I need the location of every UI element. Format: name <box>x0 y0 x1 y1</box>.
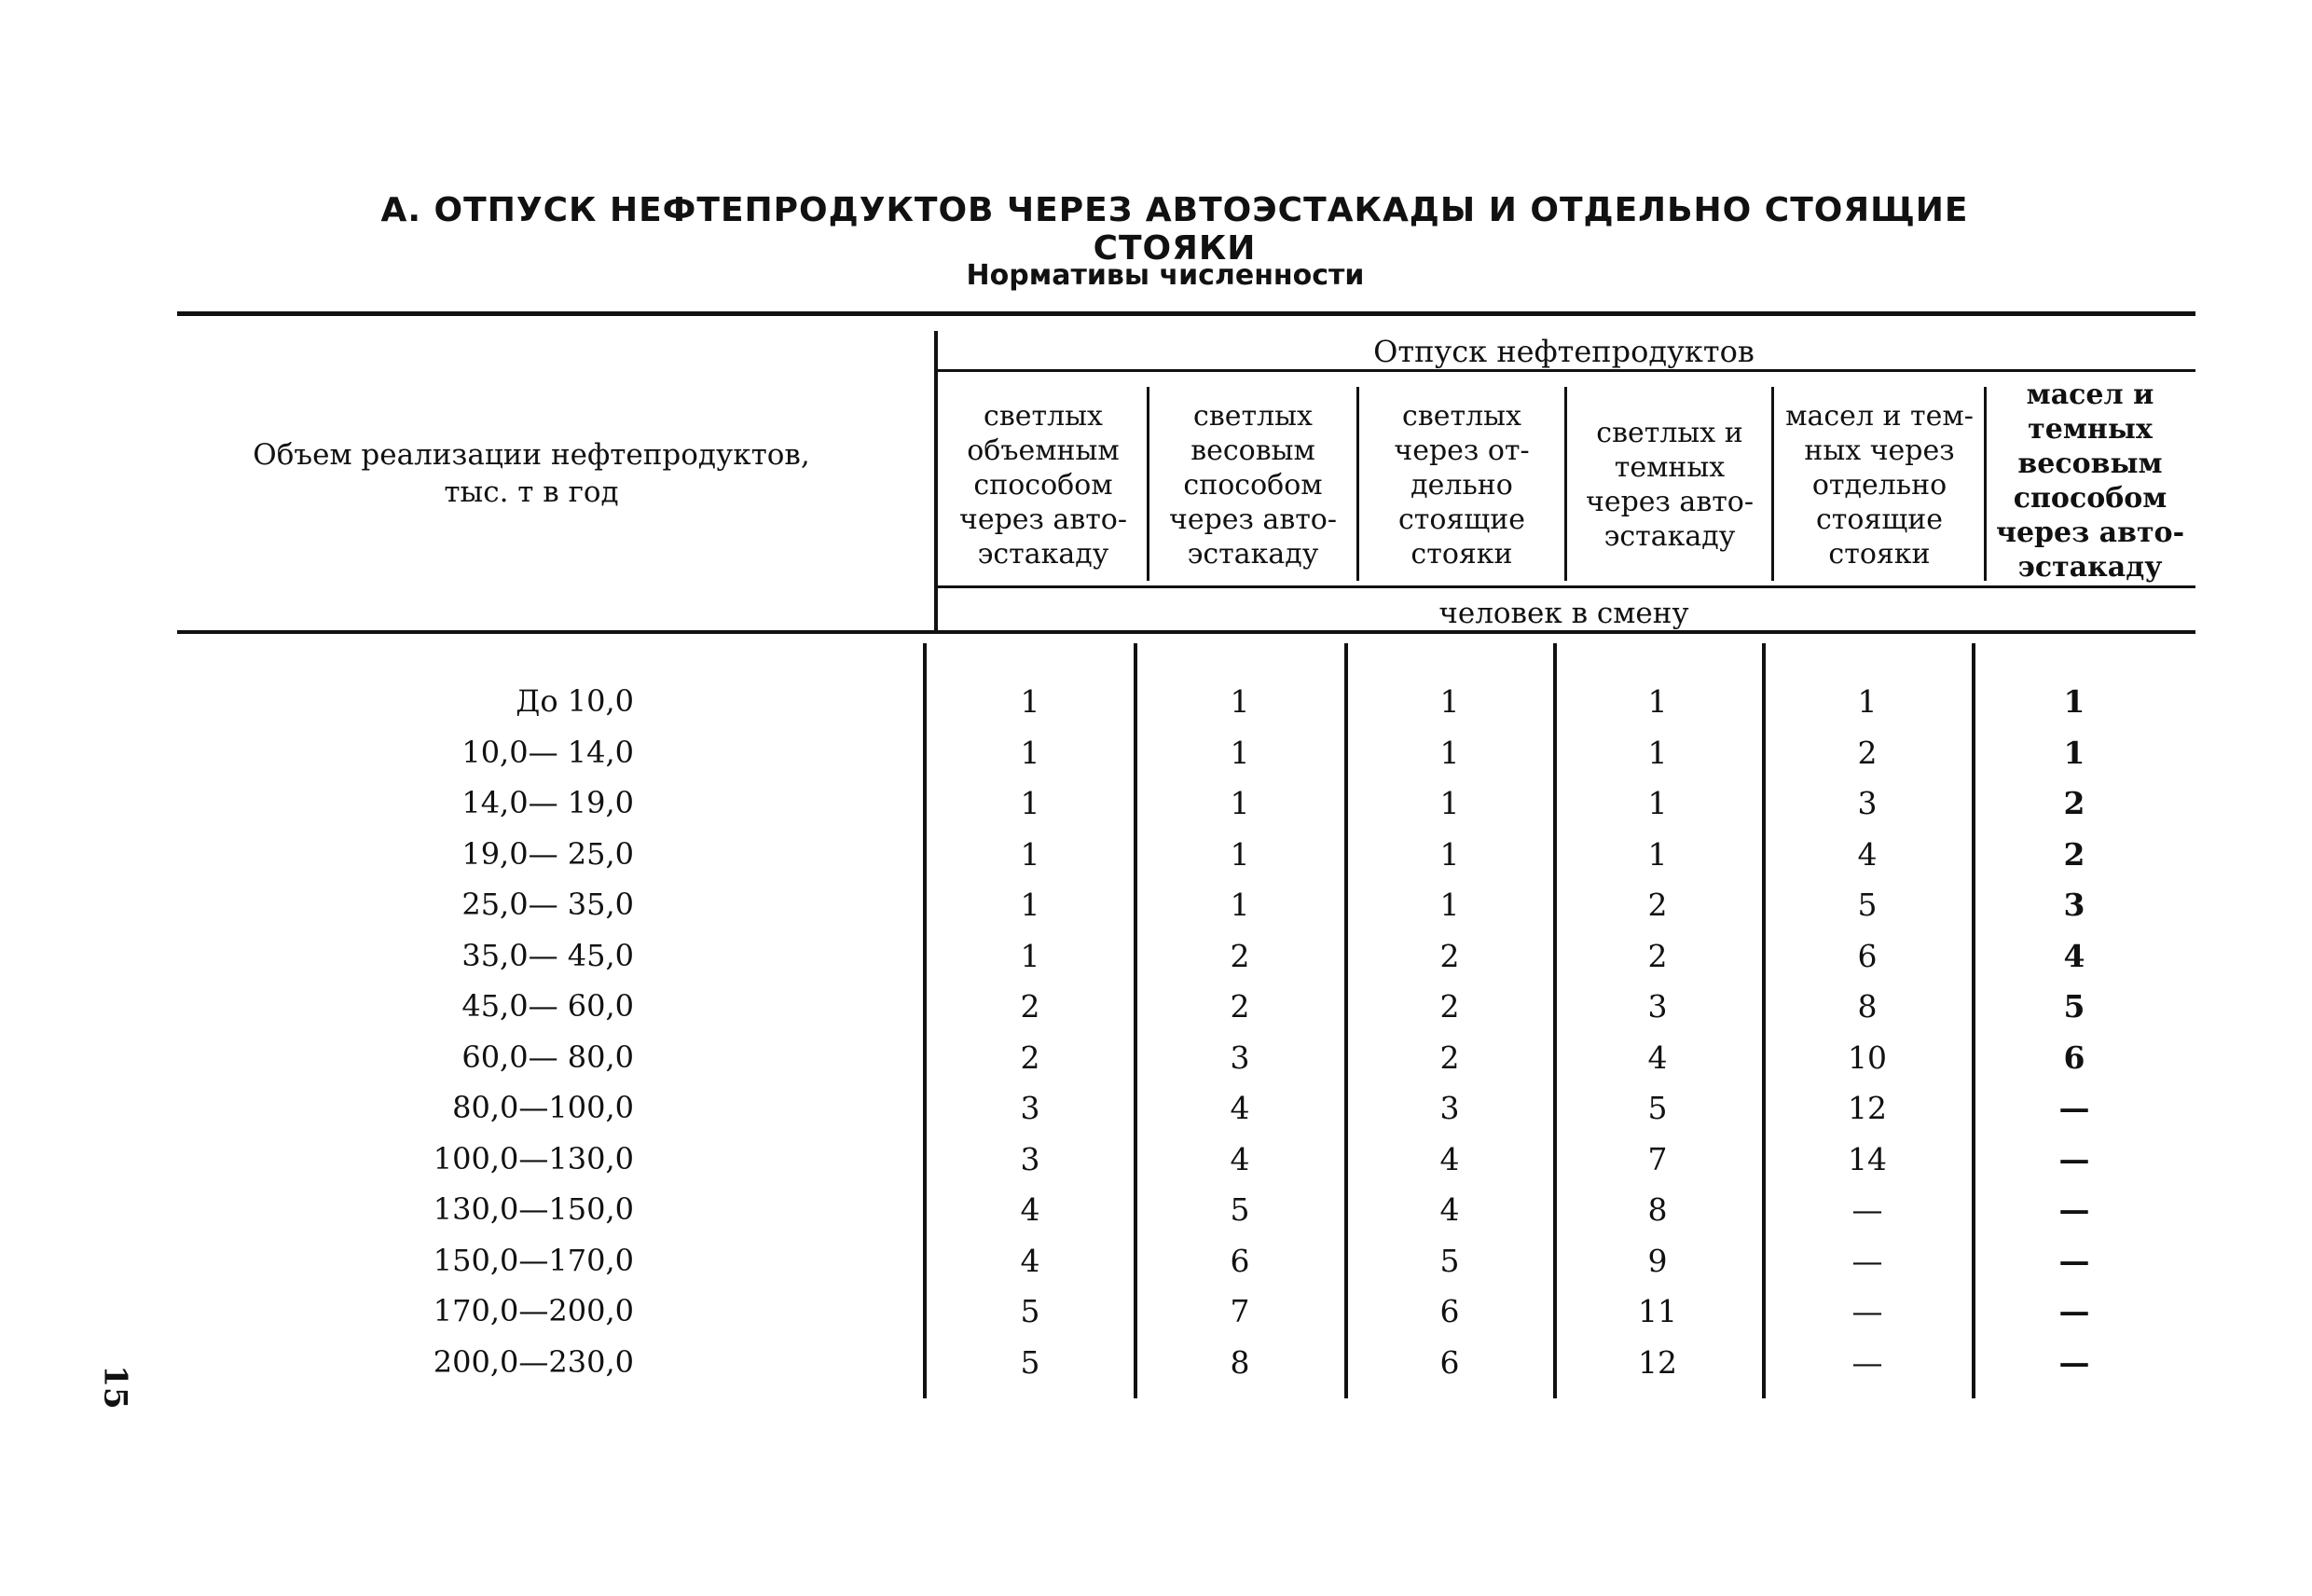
table-cell: 7 <box>1230 1293 1250 1329</box>
table-cell: 10 <box>1848 1039 1887 1076</box>
table-cell: 11 <box>1638 1293 1677 1329</box>
row-label: 170,0—200,0 <box>433 1293 634 1328</box>
table-cell: 2 <box>1647 887 1668 923</box>
table-cell: 1 <box>1230 785 1250 821</box>
table-cell: 5 <box>1020 1293 1040 1329</box>
table-cell: 3 <box>1857 785 1878 821</box>
table-cell: 1 <box>1020 734 1040 771</box>
column-header-5: масел и тем-ных через отдельно стоящие стояки <box>1785 399 1974 571</box>
row-label: 19,0— 25,0 <box>461 835 634 872</box>
table-cell: 6 <box>1439 1293 1460 1329</box>
col-divider <box>1984 387 1987 581</box>
table-title: А. ОТПУСК НЕФТЕПРОДУКТОВ ЧЕРЕЗ АВТОЭСТАКАДЫ И ОТДЕЛЬНО СТОЯЩИЕ СТОЯКИ <box>380 191 1969 268</box>
row-label: 60,0— 80,0 <box>461 1039 634 1075</box>
group-header: Отпуск нефтепродуктов <box>1373 334 1755 369</box>
body-divider <box>1762 643 1766 1398</box>
table-cell: 2 <box>1439 988 1460 1025</box>
row-label: 45,0— 60,0 <box>461 988 634 1024</box>
table-cell: 4 <box>1020 1242 1040 1279</box>
table-cell: — <box>2058 1191 2090 1228</box>
table-cell: 1 <box>1230 835 1250 873</box>
table-cell: 2 <box>1020 988 1040 1025</box>
row-label: 100,0—130,0 <box>433 1140 634 1176</box>
column-header-2: светлых весовым способом через авто-эстакаду <box>1168 399 1337 571</box>
row-label-header-line1: Объем реализации нефтепродуктов, <box>253 438 810 472</box>
table-cell: 2 <box>2063 785 2085 821</box>
table-cell: — <box>2058 1343 2090 1381</box>
table-cell: 4 <box>1439 1191 1460 1228</box>
table-cell: 1 <box>1857 683 1878 720</box>
table-cell: 1 <box>1020 887 1040 923</box>
row-label: 14,0— 19,0 <box>461 785 634 820</box>
table-cell: 1 <box>1439 683 1460 720</box>
table-cell: 9 <box>1647 1242 1668 1279</box>
table-cell: 1 <box>1230 683 1250 720</box>
table-cell: — <box>1851 1293 1883 1329</box>
table-cell: 1 <box>1647 734 1668 771</box>
table-cell: 3 <box>1230 1039 1250 1076</box>
row-label-header <box>186 436 876 511</box>
row-label-header-line2: тыс. т в год <box>444 475 619 509</box>
table-cell: 4 <box>1230 1090 1250 1126</box>
table-cell: 2 <box>1439 937 1460 974</box>
row-label: 35,0— 45,0 <box>461 937 634 973</box>
table-cell: 3 <box>1439 1090 1460 1126</box>
table-cell: 8 <box>1230 1343 1250 1381</box>
page-number: 15 <box>96 1365 134 1410</box>
body-divider <box>1134 643 1137 1398</box>
row-label: 200,0—230,0 <box>433 1343 634 1380</box>
row-label: 150,0—170,0 <box>433 1242 634 1278</box>
table-cell: 4 <box>1230 1140 1250 1177</box>
row-label: 130,0—150,0 <box>433 1191 634 1227</box>
column-header-3: светлых через от-дельно стоящие стояки <box>1394 399 1530 571</box>
table-cell: 1 <box>1647 835 1668 873</box>
table-cell: 14 <box>1848 1140 1887 1177</box>
table-cell: 8 <box>1857 988 1878 1025</box>
table-cell: 7 <box>1647 1140 1668 1177</box>
table-cell: 5 <box>1857 887 1878 923</box>
table-cell: 4 <box>1647 1039 1668 1076</box>
table-cell: 1 <box>1647 785 1668 821</box>
col-divider <box>1147 387 1149 581</box>
table-cell: 6 <box>1439 1343 1460 1381</box>
table-cell: 5 <box>1230 1191 1250 1228</box>
table-cell: 3 <box>2063 887 2085 923</box>
table-cell: 2 <box>1230 937 1250 974</box>
row-label: 80,0—100,0 <box>452 1090 634 1125</box>
table-cell: 1 <box>1647 683 1668 720</box>
row-label: До 10,0 <box>516 683 634 719</box>
table-cell: 1 <box>1020 937 1040 974</box>
table-cell: — <box>2058 1140 2090 1177</box>
header-bottom-rule <box>177 630 2195 634</box>
table-cell: 12 <box>1848 1090 1887 1126</box>
body-divider <box>923 643 927 1398</box>
table-cell: — <box>1851 1343 1883 1381</box>
column-header-4: светлых и темных через авто-эстакаду <box>1585 417 1754 553</box>
table-cell: 3 <box>1020 1090 1040 1126</box>
table-cell: — <box>2058 1293 2090 1329</box>
table-cell: 6 <box>2063 1039 2085 1076</box>
table-cell: 8 <box>1647 1191 1668 1228</box>
column-header-1: светлых объемным способом через авто-эстакаду <box>958 399 1127 571</box>
column-header-rule <box>937 585 2195 588</box>
table-cell: — <box>2058 1242 2090 1279</box>
table-cell: 4 <box>1439 1140 1460 1177</box>
table-cell: 1 <box>1439 835 1460 873</box>
body-divider <box>1553 643 1557 1398</box>
group-header-rule <box>937 369 2195 372</box>
body-divider <box>1344 643 1348 1398</box>
table-cell: 1 <box>1439 887 1460 923</box>
table-cell: 1 <box>1439 785 1460 821</box>
row-label: 10,0— 14,0 <box>461 734 634 770</box>
col-divider <box>1564 387 1567 581</box>
table-cell: 1 <box>1230 887 1250 923</box>
table-cell: 1 <box>1439 734 1460 771</box>
table-cell: 5 <box>1020 1343 1040 1381</box>
table-cell: 3 <box>1647 988 1668 1025</box>
table-cell: — <box>1851 1191 1883 1228</box>
table-cell: 1 <box>1020 785 1040 821</box>
table-cell: 5 <box>2063 988 2085 1025</box>
table-cell: 2 <box>1020 1039 1040 1076</box>
table-cell: — <box>2058 1090 2090 1126</box>
table-cell: 4 <box>1857 835 1878 873</box>
table-cell: 5 <box>1647 1090 1668 1126</box>
table-cell: 4 <box>1020 1191 1040 1228</box>
table-cell: 2 <box>1230 988 1250 1025</box>
body-divider <box>1972 643 1975 1398</box>
col-divider <box>1771 387 1774 581</box>
table-cell: 3 <box>1020 1140 1040 1177</box>
column-header-6: масел и темных весовым способом через авто-эстакаду <box>1995 378 2185 584</box>
table-cell: 12 <box>1638 1343 1677 1381</box>
table-cell: 1 <box>2063 734 2085 771</box>
unit-header: человек в смену <box>1438 597 1689 630</box>
table-cell: 6 <box>1230 1242 1250 1279</box>
table-cell: 1 <box>1230 734 1250 771</box>
table-subtitle: Нормативы численности <box>966 259 1365 292</box>
table-cell: 1 <box>2063 683 2085 720</box>
header-divider <box>934 331 938 631</box>
top-rule <box>177 311 2195 316</box>
row-label: 25,0— 35,0 <box>461 887 634 922</box>
table-cell: 2 <box>2063 835 2085 873</box>
table-cell: 5 <box>1439 1242 1460 1279</box>
table-cell: — <box>1851 1242 1883 1279</box>
table-cell: 2 <box>1439 1039 1460 1076</box>
table-cell: 6 <box>1857 937 1878 974</box>
col-divider <box>1356 387 1359 581</box>
table-cell: 4 <box>2063 937 2085 974</box>
table-cell: 2 <box>1647 937 1668 974</box>
table-cell: 2 <box>1857 734 1878 771</box>
table-cell: 1 <box>1020 683 1040 720</box>
table-cell: 1 <box>1020 835 1040 873</box>
